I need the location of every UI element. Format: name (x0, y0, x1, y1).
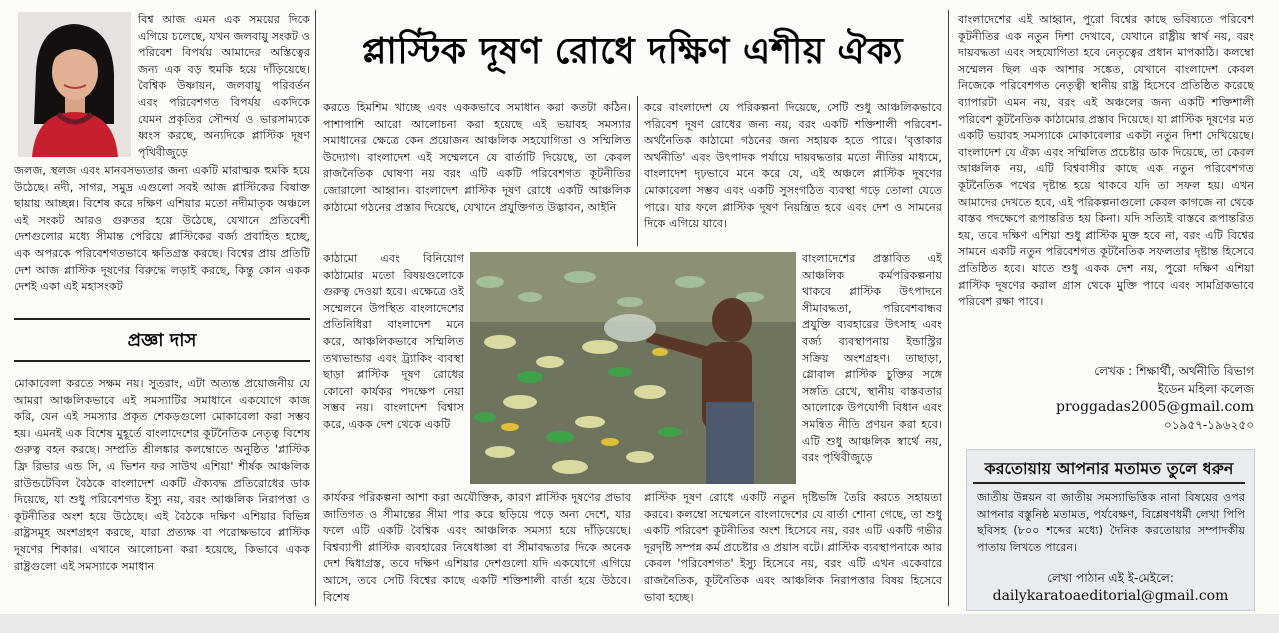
column-2-narrow: কাঠামো এবং বিনিয়োগ কাঠামোর মতো বিষয়গুলোকে গুরুত্ব দেওয়া হবে। এক্ষেত্রে ওই সম্মেলনে উপস্থিত বাংলাদেশের প্রতিনিধিরা বাংলাদেশ মনে করে, আঞ্চলিকভাবে সম্মিলিত তথ্যভান্ডার এবং ট্র্যাকিং ব্যবস্থা ছাড়া প্লাস্টিক দূষণ রোধের কোনো কার্যকর পদক্ষেপ নেয়া সম্ভব নয়। বাংলাদেশ বিশ্বাস করে, একক দেশ থেকে একটি (323, 252, 464, 431)
column-3-body: করে বাংলাদেশ যে পরিকল্পনা দিয়েছে, সেটি শুধু আঞ্চলিকভাবে পরিবেশ দূষণ রোধের জন্য নয়, বরং একটি শক্তিশালী পরিবেশ-অর্থনৈতিক কাঠামো গঠনের জন্য সহায়ক হতে পারে। 'বৃত্তাকার অর্থনীতি' এবং উৎপাদক পর্যায়ে দায়বদ্ধতার মতো নীতির মাধ্যমে, বাংলাদেশ দৃঢ়ভাবে মনে করে যে, এই অঞ্চলে প্লাস্টিক দূষণের মোকাবেলা সম্ভব এবং একটি সুসংগঠিত ব্যবস্থা গড়ে তোলা যেতে পারে। যার ফলে প্লাস্টিক দূষণ নিয়ন্ত্রিত হবে এবং দেশ ও সামনের দিকে এগিয়ে যাবে। (644, 101, 942, 231)
intro-paragraph: বিশ্ব আজ এমন এক সময়ের দিকে এগিয়ে চলেছে, যখন জলবায়ু সংকট ও পরিবেশ বিপর্যয় আমাদের অস্তিত্বের জন্য এক বড় হুমকি হয়ে দাঁড়িয়েছে। বৈশ্বিক উষ্ণায়ন, জলবায়ু পরিবর্তন এবং পরিবেশগত বিপর্যয় একদিকে যেমন প্রকৃতির সৌন্দর্য ও ভারসাম্যকে ধ্বংস করছে, অন্যদিকে প্লাস্টিক দূষণ পৃথিবীজুড়ে (138, 13, 310, 159)
bottom-left-body: কার্যকর পরিকল্পনা আশা করা অযৌক্তিক, কারণ প্লাস্টিক দূষণের প্রভাব জাতিগত ও সীমান্তের সীমা পার করে ছড়িয়ে পড়ে অন্য দেশে, যার ফলে এটি একটি বৈশ্বিক এবং আঞ্চলিক সমস্যা হয়ে দাঁড়িয়েছে। বিশ্বব্যাপী প্লাস্টিক ব্যবহারের নিষেধাজ্ঞা বা সীমাবদ্ধতার দিকে অনেক দেশ দ্বিধাগ্রস্ত, তবে দক্ষিণ এশিয়ার দেশগুলো যদি একযোগে এগিয়ে আসে, তবে সেটি বিশ্বের কাছে একটি শক্তিশালী বার্তা হয়ে উঠবে। বিশেষ (323, 491, 631, 604)
divider (14, 318, 310, 320)
author-email: proggadas2005@gmail.com (1055, 399, 1254, 415)
column-rule (948, 10, 949, 606)
column-3-narrow: বাংলাদেশের প্রস্তাবিত এই আঞ্চলিক কর্মপরিকল্পনায় থাকবে প্লাস্টিক উৎপাদনে সীমাবদ্ধতা, পরিবেশবান্ধব প্রযুক্তি ব্যবহারের উৎসাহ এবং বর্জ্য ব্যবস্থাপনায় ইন্ডাস্ট্রির সক্রিয় অংশগ্রহণ। তাছাড়া, গ্লোবাল প্লাস্টিক চুক্তির সঙ্গে সঙ্গতি রেখে, স্থানীয় বাস্তবতার আলোকে উপযোগী বিধান এবং সমন্বিত নীতি প্রণয়ন করা হবে। এটি শুধু আঞ্চলিক স্বার্থে নয়, বরং পৃথিবীজুড়ে (802, 252, 942, 465)
bottom-right-body: প্লাস্টিক দূষণ রোধে একটি নতুন দৃষ্টিভঙ্গি তৈরি করতে সহায়তা করবে। কলম্বো সম্মেলনে বাংলাদেশের যে বার্তা শোনা গেছে, তা শুধু একটি পরিবেশ কূটনীতির অংশ হিসেবে নয়, বরং এটি একটি গভীর দূরদৃষ্টি সম্পন্ন কর্ম প্রচেষ্টার ও প্রয়াস বটে। প্লাস্টিক ব্যবস্থাপনাকে আর কেবল 'পরিবেশগত' ইস্যু হিসেবে নয়, বরং এটি এখন একেবারে রাজনৈতিক, কূটনৈতিক এবং আঞ্চলিক নিরাপত্তার বিষয় হিসেবে ভাবা হচ্ছে। (644, 491, 942, 604)
column-1-body: মোকাবেলা করতে সক্ষম নয়। সুতরাং, এটা অত্যন্ত প্রয়োজনীয় যে আমরা আঞ্চলিকভাবে এই সমস্যাটির সমাধানে একযোগে কাজ করি, যেন এই সমস্যার প্রকৃত শেকড়গুলো মোকাবেলা করা সম্ভব হয়। এমনই এক বিশেষ মুহূর্তে বাংলাদেশের কূটনৈতিক নেতৃত্ব বিশেষ গুরুত্ব বহন করছে। সম্প্রতি শ্রীলঙ্কার কলম্বোতে অনুষ্ঠিত 'প্লাস্টিক ফ্রি রিভার এন্ড সি, এ ভিশন ফর সাউথ এশিয়া' শীর্ষক আঞ্চলিক রাউন্ডটেবিল বৈঠকে বাংলাদেশ একটি ঐক্যবদ্ধ প্রতিরোধের ডাক দিয়েছে, যা শুধু পরিবেশগত ইস্যু নয়, বরং আঞ্চলিক নিরাপত্তা ও কূটনীতির অংশ হয়ে উঠেছে। এই বৈঠকে দক্ষিণ এশিয়ার বিভিন্ন রাষ্ট্রসমূহ অংশগ্রহণ করছে, যারা প্রত্যক্ষ বা পরোক্ষভাবে প্লাস্টিক দূষণের শিকার। এখানে আলোচনা করা হয়েছে, কিভাবে একক রাষ্ট্রগুলো এই সমস্যাকে সমাধান (14, 377, 310, 573)
author-role: লেখক : শিক্ষার্থী, অর্থনীতি বিভাগ (1094, 364, 1254, 378)
plastic-bottles-photo-icon (470, 252, 796, 484)
author-college: ইডেন মহিলা কলেজ (1157, 382, 1254, 396)
news-photo (470, 252, 796, 484)
page-title: প্লাস্টিক দূষণ রোধে দক্ষিণ এশীয় ঐক্য (361, 30, 904, 72)
author-phone: ০১৯৫৭-১৯৬২৫০ (1163, 418, 1254, 432)
column-rule (315, 10, 316, 606)
page-bottom-band (0, 614, 1279, 633)
callout-title: করতোয়ায় আপনার মতামত তুলে ধরুন (973, 456, 1245, 484)
callout-send-label: লেখা পাঠান এই ই-মেইলে: (1047, 571, 1174, 585)
intro-paragraph-continued: জলজ, স্থলজ এবং মানবসভ্যতার জন্য একটি মারাত্মক হুমকি হয়ে উঠেছে। নদী, সাগর, সমুদ্র এগুলো সবই আজ প্লাস্টিকের বিষাক্ত ছায়ায় আচ্ছন্ন। বিশেষ করে দক্ষিণ এশিয়ার মতো নদীমাতৃক অঞ্চলে এই সংকট আরও গুরুতর হয়ে উঠেছে, যেখানে প্রতিবেশী দেশগুলোর মধ্যে সীমান্ত পেরিয়ে প্লাস্টিকের বর্জ্য প্রবাহিত হচ্ছে, এক অপরকে পরিবেশগতভাবে ক্ষতিগ্রস্ত করছে। বিশ্বের প্রায় প্রতিটি দেশ আজ প্লাস্টিক দূষণের বিরুদ্ধে লড়াই করছে, কিন্তু কোন একক দেশই একা এই মহাসংকট (14, 164, 310, 294)
author-byline: প্রজ্ঞা দাস (127, 330, 197, 351)
divider (14, 360, 310, 362)
column-rule (637, 96, 638, 246)
author-info (958, 362, 1254, 434)
column-2-body: করতে হিমশিম খাচ্ছে এবং এককভাবে সমাধান করা কতটা কঠিন। পাশাপাশি আরো আলোচনা করা হয়েছে এই ভয়াবহ সমস্যার সমাধানের ক্ষেত্রে কেন প্রয়োজন আঞ্চলিক সহযোগিতা ও সম্মিলিত উদ্যোগ। বাংলাদেশ এই সম্মেলনে যে বার্তাটি দিয়েছে, তা কেবল রাজনৈতিক ঘোষণা নয় বরং এটি একটি পরিবেশগত কূটনীতির জোরালো আহ্বান। বাংলাদেশ প্লাস্টিক দূষণ রোধে একটি আঞ্চলিক কাঠামো গঠনের প্রস্তাব দিয়েছে, যেখানে প্রযুক্তিগত উদ্ভাবন, আইনি (323, 101, 631, 214)
opinion-callout-box (966, 449, 1255, 611)
author-photo (18, 12, 131, 157)
author-portrait-icon (18, 12, 131, 157)
column-4-body: বাংলাদেশের এই আহ্বান, পুরো বিশ্বের কাছে ভবিষ্যতে পরিবেশ কূটনীতির এক নতুন দিশা দেখাবে, যেখানে রাষ্ট্রীয় স্বার্থ নয়, বরং দায়বদ্ধতা এবং সহযোগিতা হবে নেতৃত্বের প্রধান মাপকাঠি। কলম্বো সম্মেলন ছিল এক আশার সঙ্কেত, যেখানে বাংলাদেশ কেবল নিজেকে পরিবেশগত নেতৃত্বী স্থানীয় রাষ্ট্র হিসেবে প্রতিষ্ঠিত করেছে ব্যাপারটা এমন নয়, বরং এই অঞ্চলের জন্য একটি শক্তিশালী পরিবেশ কূটনৈতিক কাঠামোর প্রস্তাব দিয়েছে। যা প্লাস্টিক দূষণের মত একটি ভয়াবহ সমস্যাকে মোকাবেলার একটা নতুন দিশা দেখিয়েছে। বাংলাদেশ যে ঐক্য এবং সম্মিলিত প্রচেষ্টার ডাক দিয়েছে, তা কেবল আঞ্চলিক নয়, এটি বিশ্ববাসীর কাছে এক নতুন পরিবেশগত কূটনৈতিক পথের দৃষ্টান্ত হয়ে থাকবে যদি তা সফল হয়। এখন আমাদের দেখতে হবে, এই পরিকল্পনাগুলো কেবল কাগজে না থেকে বাস্তব পদক্ষেপে রূপান্তরিত হয় কিনা। যদি সত্যিই বাস্তবে রূপান্তরিত হয়, তবে দক্ষিণ এশিয়া শুধু প্লাস্টিক মুক্ত হবে না, বরং এটি বিশ্বের সামনে একটি নতুন পরিবেশগত কূটনৈতিক সফলতার দৃষ্টান্ত হিসেবে প্রতিষ্ঠিত হবে। যাতে শুধু একক দেশ নয়, পুরো দক্ষিণ এশিয়া প্লাস্টিক দূষণের করাল গ্রাস থেকে মুক্তি পাবে এবং সামগ্রিকভাবে পরিবেশ রক্ষা পাবে। (958, 13, 1254, 309)
callout-email: dailykaratoaeditorial@gmail.com (992, 588, 1229, 604)
callout-body: জাতীয় উন্নয়ন বা জাতীয় সমস্যাভিত্তিক নানা বিষয়ের ওপর আপনার বস্তুনিষ্ঠ মতামত, পর্যবেক্ষণ, বিশ্লেষণধর্মী লেখা পিপি ছবিসহ (৮০০ শব্দের মধ্যে) দৈনিক করতোয়ার সম্পাদকীয় পাতায় লিখতে পারেন। (977, 491, 1245, 554)
